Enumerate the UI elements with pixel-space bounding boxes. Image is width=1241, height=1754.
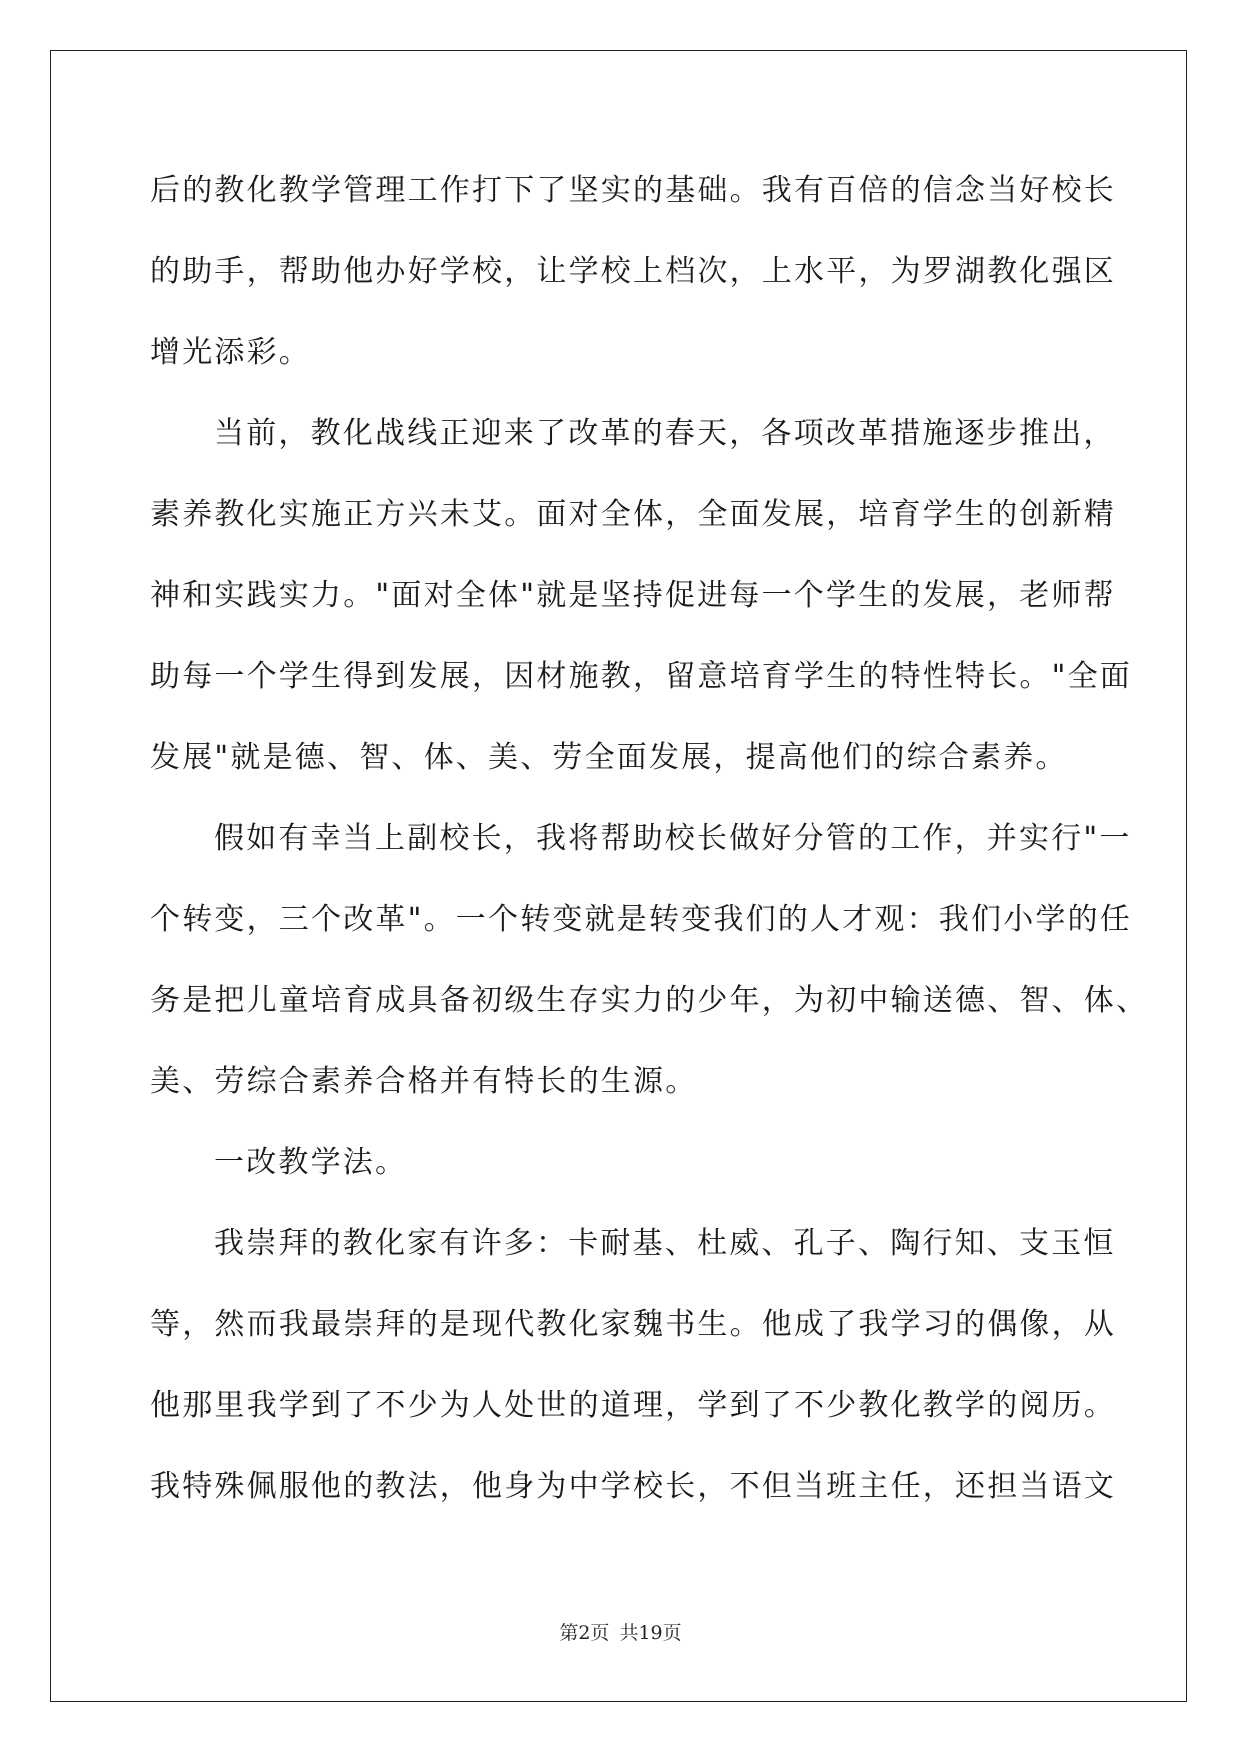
text-line: 增光添彩。	[150, 335, 311, 370]
text-line: 我崇拜的教化家有许多：卡耐基、杜威、孔子、陶行知、支玉恒	[214, 1226, 1116, 1261]
text-line: 神和实践实力。"面对全体"就是坚持促进每一个学生的发展，老师帮	[150, 578, 1116, 613]
text-line: 美、劳综合素养合格并有特长的生源。	[150, 1064, 698, 1099]
text-line: 的助手，帮助他办好学校，让学校上档次，上水平，为罗湖教化强区	[150, 254, 1116, 289]
text-line: 后的教化教学管理工作打下了坚实的基础。我有百倍的信念当好校长	[150, 173, 1116, 208]
text-line: 当前，教化战线正迎来了改革的春天，各项改革措施逐步推出，	[214, 416, 1116, 451]
text-line: 等，然而我最崇拜的是现代教化家魏书生。他成了我学习的偶像，从	[150, 1307, 1116, 1342]
text-line: 一改教学法。	[214, 1145, 408, 1180]
text-line: 素养教化实施正方兴未艾。面对全体，全面发展，培育学生的创新精	[150, 497, 1116, 532]
page-footer	[0, 1618, 1241, 1645]
text-line: 他那里我学到了不少为人处世的道理，学到了不少教化教学的阅历。	[150, 1388, 1116, 1423]
text-line: 发展"就是德、智、体、美、劳全面发展，提高他们的综合素养。	[150, 740, 1068, 775]
page-total: 共19页	[619, 1622, 682, 1644]
text-line: 个转变，三个改革"。一个转变就是转变我们的人才观：我们小学的任	[150, 902, 1132, 937]
text-line: 务是把儿童培育成具备初级生存实力的少年，为初中输送德、智、体、	[150, 983, 1149, 1018]
page-number: 第2页	[559, 1622, 610, 1644]
document-body	[150, 160, 1149, 1537]
text-line: 助每一个学生得到发展，因材施教，留意培育学生的特性特长。"全面	[150, 659, 1132, 694]
text-line: 假如有幸当上副校长，我将帮助校长做好分管的工作，并实行"一	[214, 821, 1132, 856]
text-line: 我特殊佩服他的教法，他身为中学校长，不但当班主任，还担当语文	[150, 1469, 1116, 1504]
